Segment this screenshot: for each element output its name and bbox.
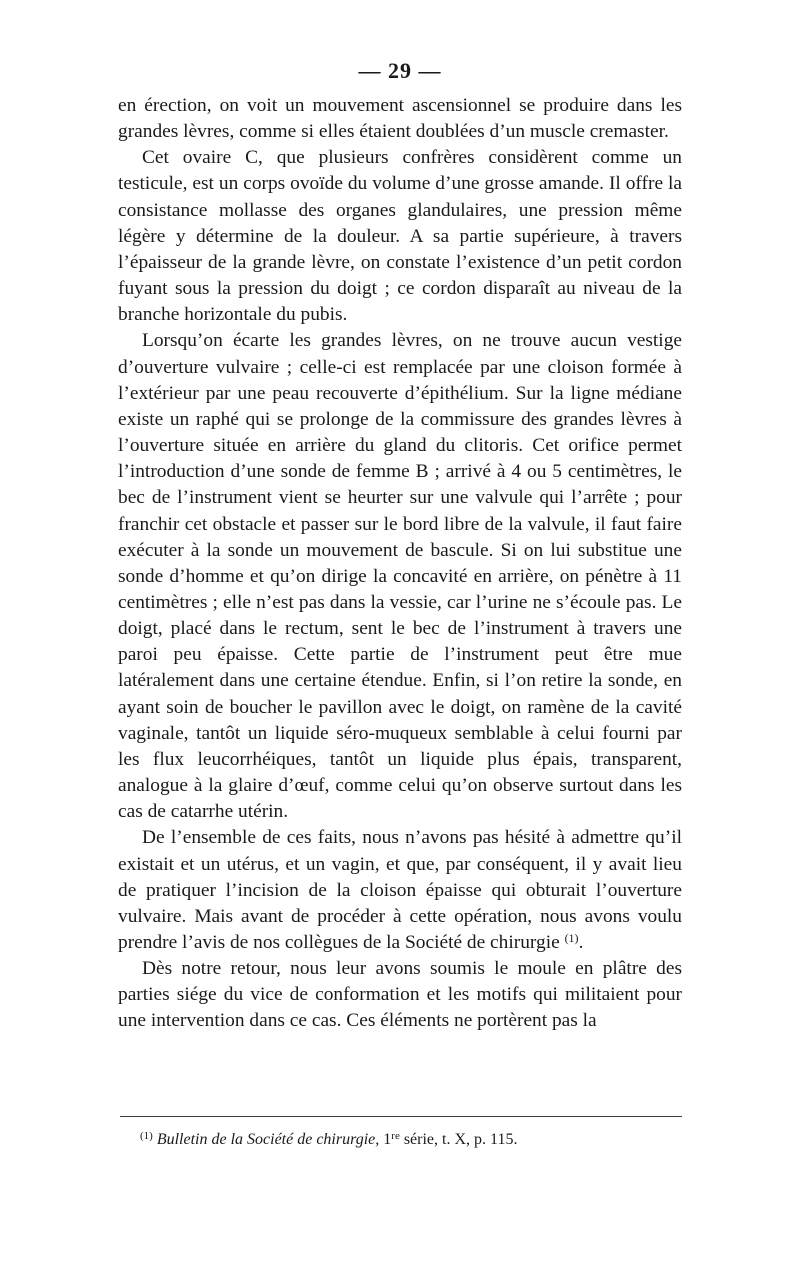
paragraph-5: Dès notre retour, nous leur avons soumis le moule en plâtre des parties siége du vice de conformation et les motifs qui militaient pour une intervention dans ce cas. Ces éléments ne portèrent pas la: [118, 958, 682, 1032]
footnote: [140, 1130, 680, 1150]
footnote-citation: série, t. X, p. 115.: [403, 1131, 518, 1148]
paragraph-3: Lorsqu’on écarte les grandes lèvres, on ne trouve aucun vestige d’ouverture vulvaire ; celle-ci est remplacée par une cloison formée à l’extérieur par une peau recouverte d’épithélium. Sur la ligne médiane existe un raphé qui se prolonge de la commissure des grandes lèvres à l’ouverture située en arrière du gland du clitoris. Cet orifice permet l’introduction d’une sonde de femme B ; arrivé à 4 ou 5 centimètres, le bec de l’instrument vient se heurter sur une valvule qui l’arrête ; pour franchir cet obstacle et passer sur le bord libre de la valvule, il faut faire exécuter à la sonde un mouvement de bascule. Si on lui substitue une sonde d’homme et qu’on dirige la concavité en arrière, on pénètre à 11 centimètres ; elle n’est pas dans la vessie, car l’urine ne s’écoule pas. Le doigt, placé dans le rectum, sent le bec de l’instrument à travers une paroi peu épaisse. Cette partie de l’instrument peut être mue latéralement dans une certaine étendue. Enfin, si l’on retire la sonde, en ayant soin de boucher le pavillon avec le doigt, on ramène de la cavité vaginale, tantôt un liquide séro-muqueux semblable à celui fourni par les flux leucorrhéiques, tantôt un liquide plus épais, transparent, analogue à la glaire d’œuf, comme celui qu’on observe surtout dans les cas de catarrhe utérin.: [118, 330, 682, 823]
paragraph-1: en érection, on voit un mouvement ascensionnel se produire dans les grandes lèvres, comme si elles étaient doublées d’un muscle cremaster.: [118, 95, 682, 143]
footnote-title: Bulletin de la Société de chirurgie,: [156, 1131, 380, 1148]
page-number: — 29 —: [358, 58, 442, 83]
paragraph-4-text: De l’ensemble de ces faits, nous n’avons pas hésité à admettre qu’il existait et un utérus, et un vagin, et que, par conséquent, il y avait lieu de pratiquer l’incision de la cloison épaisse qui obturait l’ouverture vulvaire. Mais avant de procéder à cette opération, nous avons voulu prendre l’avis de nos collègues de la Société de chirurgie: [118, 827, 682, 953]
paragraph-2: Cet ovaire C, que plusieurs confrères considèrent comme un testicule, est un corps ovoïde du volume d’une grosse amande. Il offre la consistance mollasse des organes glandulaires, une pression même légère y détermine de la douleur. A sa partie supérieure, à travers l’épaisseur de la grande lèvre, on constate l’existence d’un petit cordon fuyant sous la pression du doigt ; ce cordon disparaît au niveau de la branche horizontale du pubis.: [118, 147, 682, 326]
footnote-series-number: 1: [383, 1131, 392, 1148]
paragraph-4: [118, 825, 682, 956]
footnote-series-suffix: re: [391, 1130, 400, 1142]
footnote-divider: [120, 1116, 682, 1117]
footnote-mark: (1): [140, 1130, 153, 1142]
footnote-reference: (1): [564, 931, 579, 945]
body-text: [118, 93, 682, 1035]
paragraph-4-end: .: [578, 932, 584, 953]
